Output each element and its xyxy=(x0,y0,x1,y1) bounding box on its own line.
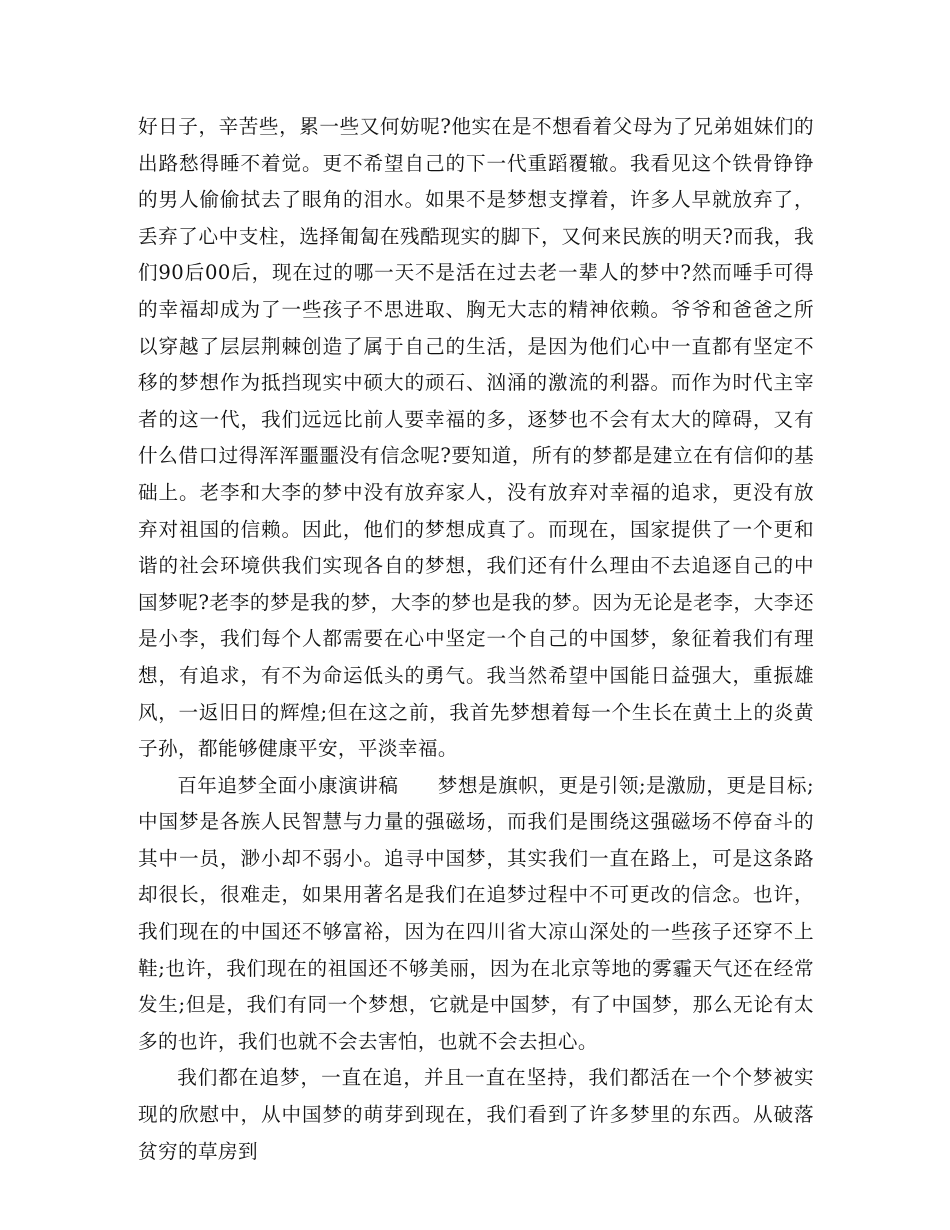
inline-heading: 百年追梦全面小康演讲稿 xyxy=(177,773,399,797)
body-paragraph-2 xyxy=(138,768,814,1061)
body-paragraph-1: 好日子，辛苦些，累一些又何妨呢?他实在是不想看着父母为了兄弟姐妹们的出路愁得睡不着觉。更不希望自己的下一代重蹈覆辙。我看见这个铁骨铮铮的男人偷偷拭去了眼角的泪水。如果不是梦想支撑着，许多人早就放弃了，丢弃了心中支柱，选择匍匐在残酷现实的脚下，又何来民族的明天?而我，我们90后00后，现在过的哪一天不是活在过去老一辈人的梦中?然而唾手可得的幸福却成为了一些孩子不思进取、胸无大志的精神依赖。爷爷和爸爸之所以穿越了层层荆棘创造了属于自己的生活，是因为他们心中一直都有坚定不移的梦想作为抵挡现实中硕大的顽石、汹涌的激流的利器。而作为时代主宰者的这一代，我们远远比前人要幸福的多，逐梦也不会有太大的障碍，又有什么借口过得浑浑噩噩没有信念呢?要知道，所有的梦都是建立在有信仰的基础上。老李和大李的梦中没有放弃家人，没有放弃对幸福的追求，更没有放弃对祖国的信赖。因此，他们的梦想成真了。而现在，国家提供了一个更和谐的社会环境供我们实现各自的梦想，我们还有什么理由不去追逐自己的中国梦呢?老李的梦是我的梦，大李的梦也是我的梦。因为无论是老李，大李还是小李，我们每个人都需要在心中坚定一个自己的中国梦，象征着我们有理想，有追求，有不为命运低头的勇气。我当然希望中国能日益强大，重振雄风，一返旧日的辉煌;但在这之前，我首先梦想着每一个生长在黄土上的炎黄子孙，都能够健康平安，平淡幸福。 xyxy=(138,115,814,761)
body-paragraph-2-text: 梦想是旗帜，更是引领;是激励，更是目标;中国梦是各族人民智慧与力量的强磁场，而我们是围绕这强磁场不停奋斗的其中一员，渺小却不弱小。追寻中国梦，其实我们一直在路上，可是这条路却很长，很难走，如果用著名是我们在追梦过程中不可更改的信念。也许，我们现在的中国还不够富裕，因为在四川省大凉山深处的一些孩子还穿不上鞋;也许，我们现在的祖国还不够美丽，因为在北京等地的雾霾天气还在经常发生;但是，我们有同一个梦想，它就是中国梦，有了中国梦，那么无论有太多的也许，我们也就不会去害怕，也就不会去担心。 xyxy=(138,773,814,1053)
body-paragraph-3: 我们都在追梦，一直在追，并且一直在坚持，我们都活在一个个梦被实现的欣慰中，从中国梦的萌芽到现在，我们看到了许多梦里的东西。从破落贫穷的草房到 xyxy=(138,1066,814,1163)
document-body xyxy=(138,109,814,1170)
